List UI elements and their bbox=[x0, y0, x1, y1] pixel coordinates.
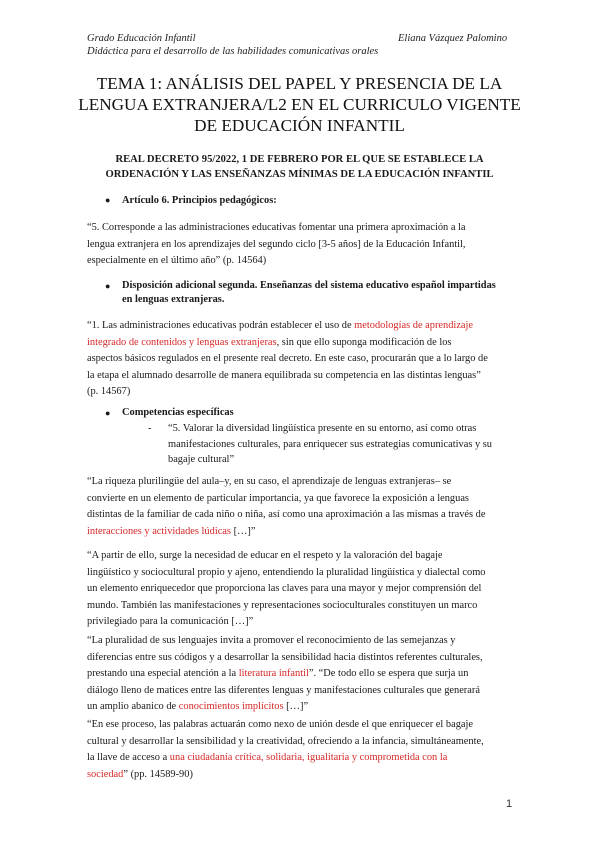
title-line: TEMA 1: ANÁLISIS DEL PAPEL Y PRESENCIA DE LA bbox=[96, 74, 503, 93]
bullet-icon: ● bbox=[105, 195, 111, 205]
section-heading bbox=[87, 152, 512, 182]
section-heading-line: ORDENACIÓN Y LAS ENSEÑANZAS MÍNIMAS DE LA EDUCACIÓN INFANTIL bbox=[105, 169, 494, 180]
text-line: la llave de acceso a una ciudadanía crítica, solidaria, igualitaria y comprometida con la bbox=[87, 752, 448, 763]
text-line: especialmente en el último año” (p. 14564) bbox=[87, 255, 267, 266]
quote-disposicion bbox=[87, 318, 519, 401]
header-author: Eliana Vázquez Palomino bbox=[398, 33, 508, 44]
quote-pluralidad bbox=[87, 633, 519, 716]
quote-article-6 bbox=[87, 220, 519, 270]
highlight-text: conocimientos implícitos bbox=[178, 701, 284, 712]
text-line: “La pluralidad de sus lenguajes invita a promover el reconocimiento de las semejanzas y bbox=[87, 635, 456, 646]
text-line: bagaje cultural” bbox=[168, 454, 235, 465]
text-line: lingüístico y sociocultural propio y ajeno, entendiendo la pluralidad lingüística y dialectal como bbox=[87, 566, 486, 578]
text-line: “La riqueza plurilingüe del aula–y, en su caso, el aprendizaje de lenguas extranjeras– se bbox=[87, 476, 452, 487]
text-line: prestando una especial atención a la literatura infantil”. “De todo ello se espera que surja un bbox=[87, 668, 469, 679]
highlight-text: una ciudadanía crítica, solidaria, igualitaria y comprometida con la bbox=[169, 752, 448, 763]
text-line: diálogo lleno de matices entre las diferentes lenguas y manifestaciones culturales que generará bbox=[87, 684, 480, 696]
text-line: privilegiado para la comunicación […]” bbox=[87, 616, 254, 627]
text-line: “En ese proceso, las palabras actuarán como nexo de unión desde el que enriquecer el bagaje bbox=[87, 719, 474, 730]
text-line: la etapa el alumnado desarrolle de manera equilibrada su competencia en las distintas lenguas” bbox=[87, 369, 481, 381]
header-degree: Grado Educación Infantil bbox=[87, 33, 196, 44]
bullet-line: Disposición adicional segunda. Enseñanzas del sistema educativo español impartidas bbox=[122, 280, 496, 291]
text-line: un elemento enriquecedor que proporciona las claves para una mayor y mejor comprensión del bbox=[87, 583, 482, 594]
text-line: diferencias entre sus códigos y a desarrollar la sensibilidad hacia distintos referentes culturales, bbox=[87, 651, 483, 663]
text-line: “5. Valorar la diversidad lingüística presente en su entorno, así como otras bbox=[168, 423, 477, 434]
text-line: “5. Corresponde a las administraciones educativas fomentar una primera aproximación a la bbox=[87, 222, 466, 233]
bullet-disposicion bbox=[122, 279, 522, 307]
text-line: convierte en un elemento de particular importancia, ya que favorece la exposición a lenguas bbox=[87, 492, 469, 504]
quote-respeto bbox=[87, 548, 519, 631]
title-line: DE EDUCACIÓN INFANTIL bbox=[194, 116, 405, 135]
bullet-competencias: Competencias específicas bbox=[122, 407, 234, 418]
text-line: distintas de la familiar de cada niño o niña, así como una aproximación a las mismas a través de bbox=[87, 509, 486, 520]
section-heading-line: REAL DECRETO 95/2022, 1 DE FEBRERO POR EL QUE SE ESTABLECE LA bbox=[115, 154, 484, 165]
text-line: un amplio abanico de conocimientos implícitos […]” bbox=[87, 701, 309, 712]
text-line: manifestaciones culturales, para enriquecer sus estrategias comunicativas y su bbox=[168, 438, 493, 450]
bullet-icon: ● bbox=[105, 408, 111, 418]
text-line: lengua extranjera en los aprendizajes del segundo ciclo [3-5 años] de la Educación Infantil, bbox=[87, 238, 466, 250]
quote-palabras bbox=[87, 717, 519, 783]
highlight-text: integrado de contenidos y lenguas extranjeras bbox=[87, 336, 277, 348]
highlight-text: interacciones y actividades lúdicas bbox=[87, 525, 231, 537]
page-number: 1 bbox=[506, 798, 513, 810]
text-line: (p. 14567) bbox=[87, 386, 131, 397]
text-line: aspectos básicos regulados en el presente real decreto. En este caso, procurarán que a lo largo de bbox=[87, 353, 488, 364]
dash-icon: - bbox=[148, 423, 152, 434]
bullet-line: en lenguas extranjeras. bbox=[122, 294, 225, 305]
text-line: interacciones y actividades lúdicas […]” bbox=[87, 525, 256, 537]
text-line: “1. Las administraciones educativas podrán establecer el uso de metodologías de aprendizaje bbox=[87, 320, 474, 331]
highlight-text: literatura infantil bbox=[238, 668, 309, 679]
text-line: cultural y desarrollar la sensibilidad y la creatividad, ofreciendo a la infancia, simultáneamente, bbox=[87, 735, 484, 747]
bullet-icon: ● bbox=[105, 281, 111, 291]
page-title bbox=[60, 73, 539, 136]
title-line: LENGUA EXTRANJERA/L2 EN EL CURRICULO VIGENTE bbox=[78, 95, 521, 114]
bullet-article-6: Artículo 6. Principios pedagógicos: bbox=[122, 195, 277, 206]
text-line: sociedad” (pp. 14589-90) bbox=[87, 768, 193, 780]
competencia-5 bbox=[168, 421, 520, 468]
header-course: Didáctica para el desarrollo de las habilidades comunicativas orales bbox=[87, 46, 379, 57]
highlight-text: metodologías de aprendizaje bbox=[354, 320, 474, 331]
text-line: integrado de contenidos y lenguas extranjeras, sin que ello suponga modificación de los bbox=[87, 336, 452, 348]
highlight-text: sociedad bbox=[87, 768, 124, 780]
quote-riqueza bbox=[87, 474, 519, 540]
text-line: “A partir de ello, surge la necesidad de educar en el respeto y la valoración del bagaje bbox=[87, 550, 443, 561]
text-line: mundo. También las manifestaciones y representaciones socioculturales constituyen un marco bbox=[87, 599, 478, 611]
